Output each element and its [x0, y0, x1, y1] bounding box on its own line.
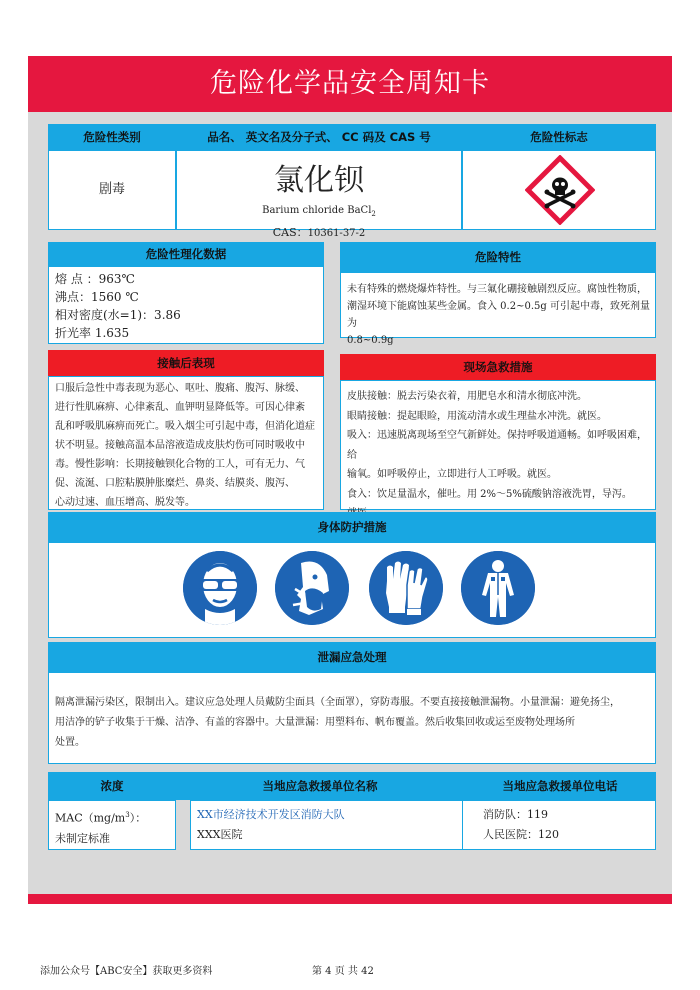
page-number: 第 4 页 共 42 [312, 966, 374, 977]
unit-phone-header: 当地应急救援单位电话 [464, 772, 656, 800]
symptoms-line: 毒。慢性影响：长期接触钡化合物的工人，可有无力、气 [55, 459, 305, 470]
hospital-name: XXX医院 [197, 828, 243, 841]
melting-point: 熔 点 ：963℃ [55, 272, 135, 286]
cas-number: CAS：10361-37-2 [272, 226, 366, 239]
spill-line: 处置。 [55, 737, 85, 748]
unit-phone-box [462, 800, 656, 850]
protective-suit-icon [461, 551, 535, 625]
physchem-header: 危险性理化数据 [48, 242, 324, 266]
symptoms-box [48, 376, 324, 510]
ppe-header: 身体防护措施 [48, 512, 656, 542]
symptoms-line: 进行性肌麻痹、心律紊乱、血钾明显降低等。可因心律紊 [55, 402, 305, 413]
unit-name-header: 当地应急救援单位名称 [176, 772, 464, 800]
spill-line: 隔离泄漏污染区，限制出入。建议应急处理人员戴防尘面具（全面罩），穿防毒服。不要直接接触泄漏物。小量泄漏：避免扬尘， [55, 697, 620, 708]
symbol-box [462, 150, 656, 230]
skull-crossbones-icon [525, 155, 595, 225]
symptoms-line: 乱和呼吸肌麻痹而死亡。吸入烟尘可引起中毒，但消化道症 [55, 421, 315, 432]
symptoms-line: 口服后急性中毒表现为恶心、呕吐、腹痛、腹泻、脉缓、 [55, 383, 305, 394]
spill-header: 泄漏应急处理 [48, 642, 656, 672]
first-aid-line: 吸入：迅速脱离现场至空气新鲜处。保持呼吸道通畅。如呼吸困难， 给 [347, 430, 647, 461]
safety-card [28, 56, 672, 904]
symbol-header: 危险性标志 [462, 124, 656, 150]
refractive-index: 折光率 1.635 [55, 326, 130, 340]
hazard-header: 危险特性 [340, 242, 656, 272]
footer-promo-text: 添加公众号【ABC安全】获取更多资料 [40, 966, 213, 977]
symptoms-line: 状不明显。接触高温本品溶液造成皮肤灼伤可同时吸收中 [55, 440, 305, 451]
fire-brigade-phone: 消防队：119 [483, 808, 548, 821]
boiling-point: 沸点：1560 ℃ [55, 290, 139, 304]
protective-gloves-icon [369, 551, 443, 625]
symptoms-header: 接触后表现 [48, 350, 324, 376]
unit-name-box [190, 800, 466, 850]
hazard-line: 潮湿环境下能腐蚀某些金属。食入 0.2~0.5g 可引起中毒，致死剂量为 [347, 301, 650, 329]
mac-label: $MAC(mg/m^3)$： [55, 811, 147, 825]
card-title: 危险化学品安全周知卡 [28, 56, 672, 112]
concentration-header: 浓度 [48, 772, 176, 800]
first-aid-line: 输氧。如呼吸停止，立即进行人工呼吸。就医。 [347, 469, 557, 480]
fire-brigade-name: XX市经济技术开发区消防大队 [197, 808, 345, 821]
first-aid-line: 皮肤接触：脱去污染衣着，用肥皂水和清水彻底冲洗。 [347, 391, 587, 402]
hazard-box [340, 272, 656, 346]
first-aid-header: 现场急救措施 [340, 354, 656, 380]
symptoms-line: 促、流涎、口腔粘膜肿胀糜烂、鼻炎、结膜炎、腹泻、 [55, 478, 295, 489]
card-bottom-bar [28, 894, 672, 904]
concentration-box [48, 800, 176, 850]
hazard-line: 未有特殊的燃烧爆炸特性。与三氟化硼接触剧烈反应。腐蚀性物质， [347, 284, 647, 295]
respirator-mask-icon [275, 551, 349, 625]
substance-name-box [176, 150, 462, 239]
first-aid-line: 眼睛接触：提起眼睑，用流动清水或生理盐水冲洗。就医。 [347, 410, 607, 422]
first-aid-box [340, 380, 656, 510]
hospital-phone: 人民医院：120 [483, 828, 559, 841]
symptoms-line: 心动过速、血压增高、脱发等。 [55, 497, 195, 508]
spill-box [48, 672, 656, 764]
safety-goggles-icon [183, 551, 257, 625]
name-header: 品名、 英文名及分子式、 CC 码及 CAS 号 [176, 124, 462, 150]
spill-line: 用洁净的铲子收集于干燥、洁净、有盖的容器中。大量泄漏：用塑料布、帆布覆盖。然后收集回收或运至废物处理场所 [55, 717, 575, 728]
hazard-class-header: 危险性类别 [48, 124, 176, 150]
physchem-box [48, 266, 324, 344]
substance-name-cn: 氯化钡 [274, 163, 364, 198]
ppe-box [48, 542, 656, 638]
relative-density: 相对密度(水=1)：3.86 [55, 308, 181, 322]
hazard-line: 0.8~0.9g [347, 335, 394, 346]
substance-name-en: Barium chloride BaCl$_2$ [262, 205, 376, 218]
mac-value: 未制定标准 [55, 831, 110, 845]
hazard-class-box [48, 150, 176, 230]
hazard-class-value: 剧毒 [98, 182, 125, 197]
first-aid-line: 食入：饮足量温水，催吐。用 2%～5%硫酸钠溶液洗胃，导泻。 [347, 488, 632, 500]
